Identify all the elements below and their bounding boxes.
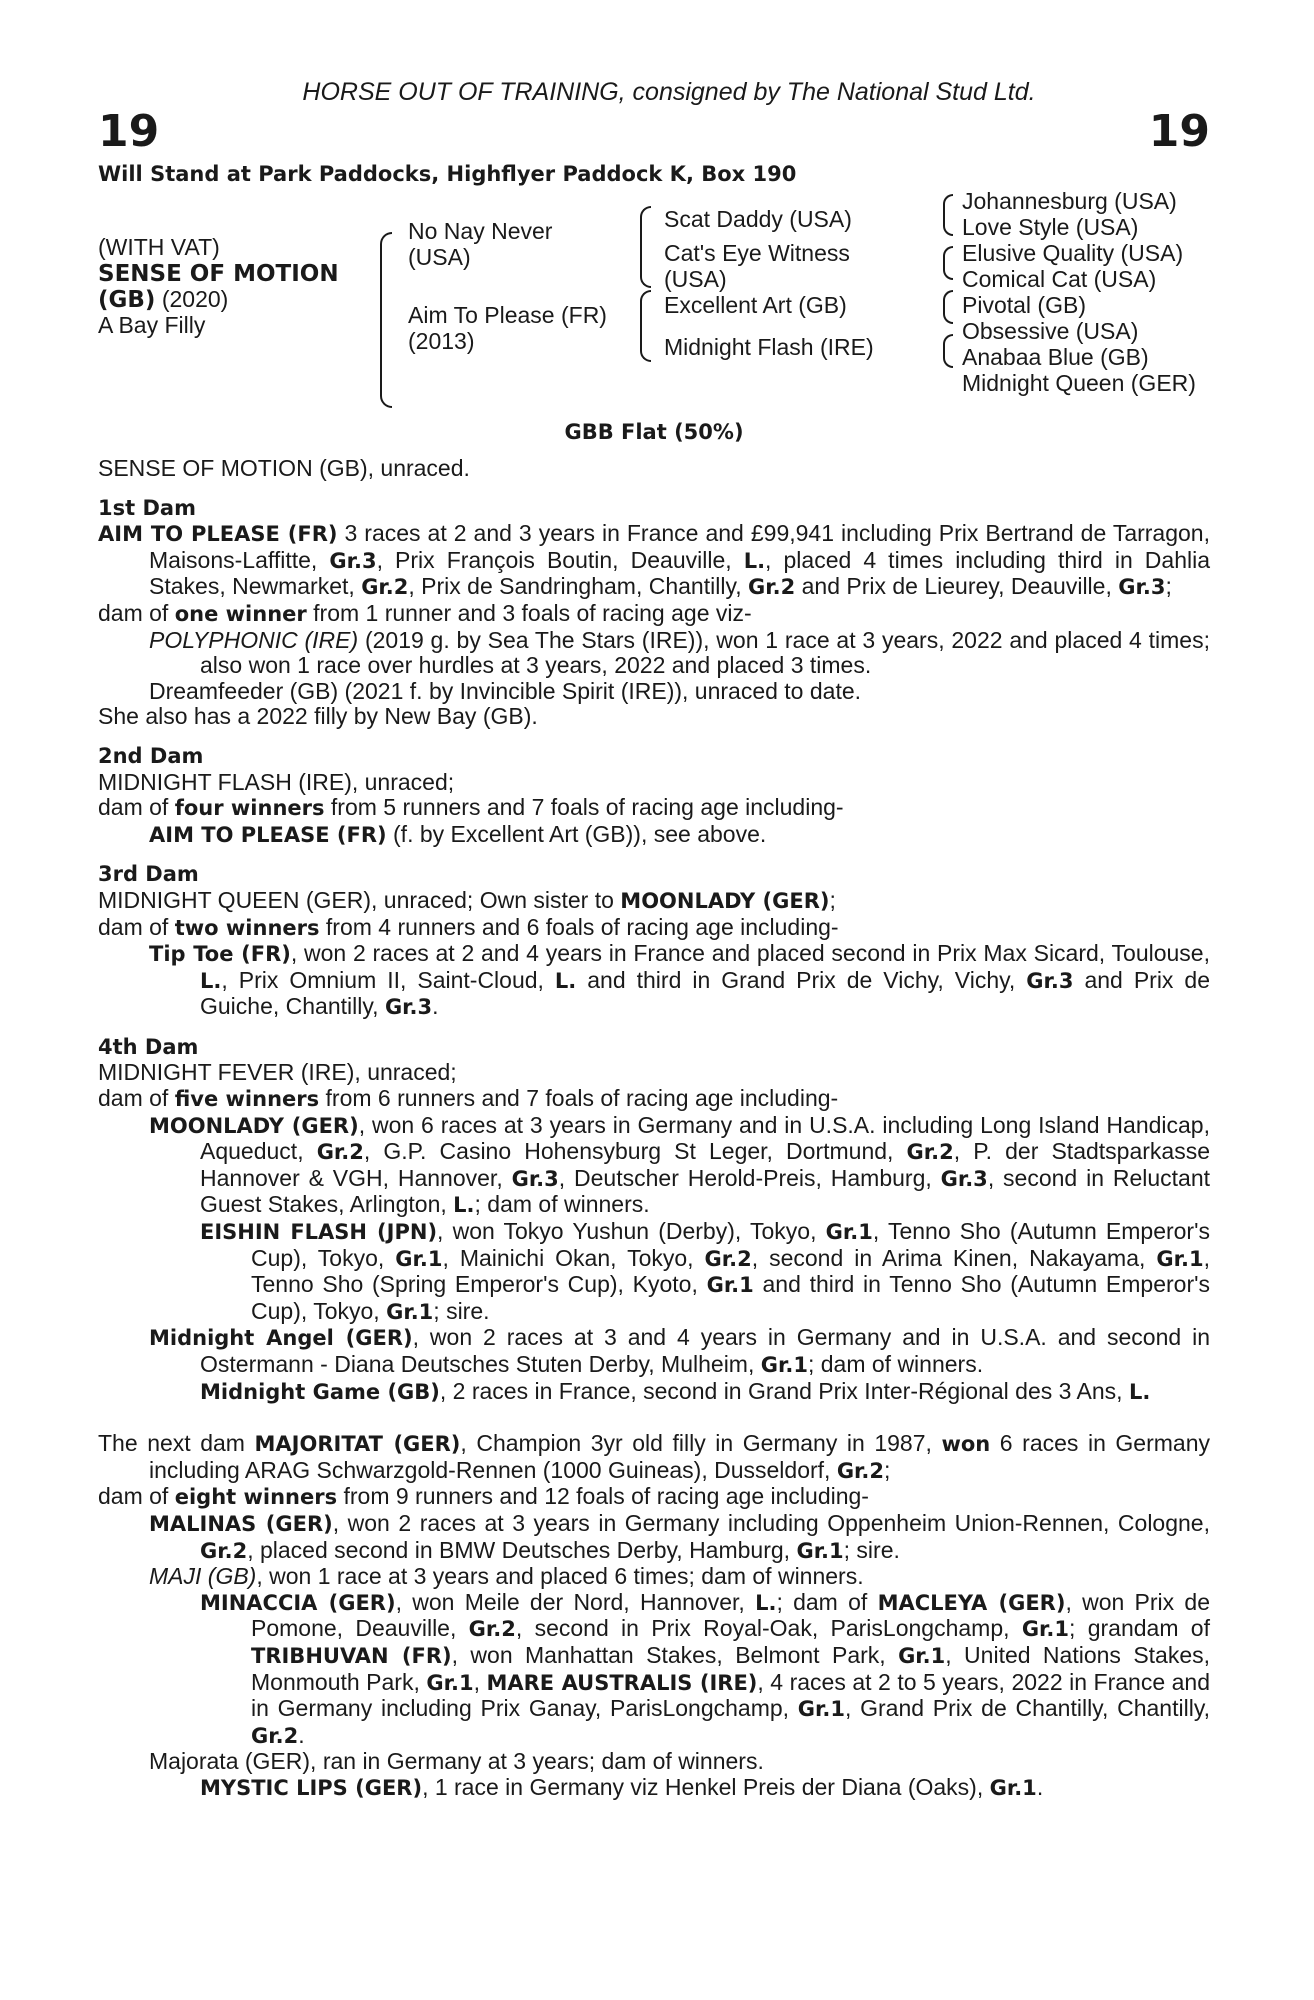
foal-name: Tip Toe (FR) [149,942,291,967]
grade: Gr.2 [200,1538,248,1563]
text: and Prix de Lieurey, Deauville, [795,573,1119,600]
brace-gs2 [943,246,953,280]
produce-malinas [98,1511,1210,1564]
text: from 4 runners and 6 foals of racing age including- [319,913,839,940]
horse-name: MACLEYA (GER) [877,1590,1066,1615]
winners-count: five winners [174,1087,320,1112]
foal-name: POLYPHONIC (IRE) [149,626,359,653]
text: , won 2 races at 3 and 4 years in Germany and in U.S.A. and second in Ostermann - Diana Deutsches Stuten Derby, Mulheim, [200,1324,1210,1377]
brace-horse [380,232,392,408]
consignment-line: HORSE OUT OF TRAINING, consigned by The National Stud Ltd. [302,78,1036,106]
vat-note: (WITH VAT) [98,234,220,260]
text: 6 races in Germany including ARAG Schwarzgold-Rennen (1000 Guineas), Dusseldorf, [149,1430,1210,1483]
third-dam-heading: 3rd Dam [98,862,199,887]
text: , won 1 race at 3 years and placed 6 times; dam of winners. [256,1563,864,1590]
produce-moonlady [98,1113,1210,1219]
horse-name [98,260,339,287]
grade: Gr.1 [989,1775,1037,1800]
third-dam-section [98,862,1210,1021]
foal-name: MOONLADY (GER) [149,1113,359,1138]
horse-year: (2020) [161,286,229,312]
text: , [473,1668,487,1695]
grade: Gr.1 [1156,1246,1204,1271]
text: , Prix François Boutin, Deauville, [376,546,744,573]
grade: L. [743,548,766,573]
grade: Gr.1 [386,1299,434,1324]
text: MIDNIGHT QUEEN (GER), unraced; Own sister to [98,886,621,913]
text: , second in Prix Royal-Oak, ParisLongchamp, [515,1615,1022,1642]
dam-name: Aim To Please (FR) [408,302,607,328]
fourth-dam-produce-summary [98,1086,1210,1113]
foal-name: Midnight Game (GB) [200,1379,440,1404]
grade: Gr.2 [836,1458,885,1483]
text: , second in Arima Kinen, Nakayama, [751,1244,1157,1271]
text: . [432,993,439,1020]
text: . [1036,1773,1044,1800]
text: , won Manhattan Stakes, Belmont Park, [451,1641,899,1668]
won-label: won [941,1432,991,1457]
grade: Gr.2 [468,1617,516,1642]
sire-dam-dam: Comical Cat (USA) [962,266,1157,292]
grade: Gr.1 [760,1353,808,1377]
winners-count: two winners [174,915,320,940]
grade: Gr.1 [395,1246,443,1271]
sire-origin: (USA) [408,244,471,270]
grade: Gr.3 [1026,968,1074,993]
text: , won 2 races at 3 years in Germany including Oppenheim Union-Rennen, Cologne, [332,1509,1210,1536]
brace-gs1 [943,194,953,236]
text: ; dam of [776,1588,878,1615]
first-dam-heading: 1st Dam [98,495,196,520]
horse-name: MARE AUSTRALIS (IRE) [486,1670,758,1695]
first-dam-name: AIM TO PLEASE (FR) [98,522,338,547]
text: , won Meile der Nord, Hannover, [395,1588,756,1615]
foal-name: MAJI (GB) [149,1563,257,1590]
text: dam of [98,1085,175,1112]
sire-sire: Scat Daddy (USA) [664,206,852,232]
grade: Gr.2 [316,1140,364,1165]
text: The next dam [98,1430,255,1457]
text: ; [1165,573,1172,600]
text: . [298,1721,305,1748]
text: and third in Grand Prix de Vichy, Vichy, [576,966,1027,993]
second-dam-section [98,744,1210,848]
text: , 2 races in France, second in Grand Prix Inter-Régional des 3 Ans, [439,1377,1129,1404]
text: from 1 runner and 3 foals of racing age viz- [306,599,752,626]
dam-dam-sire: Anabaa Blue (GB) [962,344,1149,370]
text: ; sire. [433,1297,490,1324]
rating-line: GBB Flat (50%) [564,420,744,444]
winners-count: one winner [174,601,307,626]
produce-minaccia [98,1590,1210,1750]
winners-count: eight winners [174,1485,338,1510]
catalogue-page [98,78,1210,1802]
text: , Tenno Sho (Spring Emperor's Cup), Kyoto, [251,1244,1210,1298]
foal-name: MINACCIA (GER) [200,1590,396,1615]
horse-name: TRIBHUVAN (FR) [251,1643,452,1668]
dam-dam: Midnight Flash (IRE) [664,334,874,360]
grade: Gr.1 [797,1697,845,1722]
text: , Deutscher Herold-Preis, Hamburg, [558,1164,941,1191]
grade: Gr.3 [940,1166,988,1191]
fourth-dam-section [98,1035,1210,1405]
produce-eishin-flash [98,1219,1210,1325]
dam-sire: Excellent Art (GB) [664,292,847,318]
text: ; grandam of [1069,1615,1210,1642]
brace-dam [640,290,651,362]
sire-dam-line1: Cat's Eye Witness [664,240,850,266]
text: from 5 runners and 7 foals of racing age including- [324,794,844,821]
text: , won Tokyo Yushun (Derby), Tokyo, [437,1218,826,1245]
next-dam-produce-summary [98,1484,1210,1511]
dam-dam-dam: Midnight Queen (GER) [962,370,1196,396]
dam-year: (2013) [408,328,475,354]
horse-name: MAJORITAT (GER) [254,1432,461,1457]
pedigree-table [98,188,1210,416]
text: , Mainichi Okan, Tokyo, [442,1244,705,1271]
text: , won 6 races at 3 years in Germany and in U.S.A. including Long Island Handicap, Aqueduct, [200,1111,1210,1165]
horse-description: A Bay Filly [98,312,206,338]
brace-sire [640,206,651,288]
text: , Prix de Sandringham, Chantilly, [408,573,749,600]
foal-name: Midnight Angel (GER) [149,1326,413,1351]
text: dam of [98,599,175,626]
produce-mystic-lips [98,1775,1210,1802]
grade: Gr.2 [906,1140,954,1165]
grade: Gr.1 [898,1643,946,1668]
text: 3 races at 2 and 3 years in France and £99,941 including Prix Bertrand de Tarragon, Maisons-Laffitte, [149,520,1210,573]
first-dam-also: She also has a 2022 filly by New Bay (GB). [98,703,538,730]
grade: Gr.2 [361,575,409,600]
text: and third in Tenno Sho (Autumn Emperor's Cup), Tokyo, [251,1271,1211,1324]
third-dam-produce-summary [98,915,1210,942]
text: and Prix de Guiche, Chantilly, [200,966,1210,1020]
produce-aim-to-please [98,822,1210,849]
grade: L. [200,968,222,993]
text: , Tenno Sho (Autumn Emperor's Cup), Tokyo, [251,1218,1210,1271]
first-dam-produce-summary [98,601,1210,628]
text: , second in Reluctant Guest Stakes, Arlington, [200,1164,1210,1218]
first-dam-record [98,521,1210,601]
grade: Gr.1 [825,1220,873,1245]
text: , G.P. Casino Hohensyburg St Leger, Dortmund, [363,1138,907,1165]
grade: L. [453,1193,475,1218]
grade: L. [1128,1379,1151,1404]
produce-polyphonic [98,628,1210,679]
sire-sire-sire: Johannesburg (USA) [962,188,1177,214]
grade: Gr.1 [426,1670,474,1695]
produce-midnight-angel [98,1325,1210,1378]
horse-origin: (GB) [98,287,156,313]
text: , Prix Omnium II, Saint-Cloud, [221,966,555,993]
text: , Grand Prix de Chantilly, Chantilly, [845,1695,1211,1722]
produce-midnight-game [98,1379,1210,1406]
grade: Gr.2 [251,1723,299,1748]
foal-name: MYSTIC LIPS (GER) [200,1775,423,1800]
text: , 1 race in Germany viz Henkel Preis der Diana (Oaks), [422,1773,990,1800]
grade: Gr.3 [329,548,377,573]
horse-name: MOONLADY (GER) [620,888,830,913]
text: from 9 runners and 12 foals of racing age including- [337,1483,869,1510]
text: , United Nations Stakes, Monmouth Park, [251,1641,1211,1695]
fourth-dam-line: MIDNIGHT FEVER (IRE), unraced; [98,1059,457,1086]
grade: L. [755,1590,777,1615]
text: dam of [98,913,175,940]
next-dam-record [98,1431,1210,1484]
horse-name-text: SENSE OF MOTION [98,261,339,287]
intro-line: SENSE OF MOTION (GB), unraced. [98,455,470,481]
third-dam-line [98,888,1210,915]
text: , placed 4 times including third in Dahlia Stakes, Newmarket, [149,546,1210,600]
text: , placed second in BMW Deutsches Derby, Hamburg, [247,1536,797,1563]
sire-name: No Nay Never [408,218,553,244]
first-dam-section [98,496,1210,730]
foal-name: EISHIN FLASH (JPN) [200,1220,438,1245]
text: from 6 runners and 7 foals of racing age including- [319,1085,839,1112]
grade: L. [554,968,577,993]
foal-name: MALINAS (GER) [149,1511,333,1536]
text: ; [884,1456,891,1483]
produce-tip-toe [98,941,1210,1021]
fourth-dam-heading: 4th Dam [98,1034,199,1059]
foal-name: AIM TO PLEASE (FR) [149,822,387,847]
text: ; dam of winners. [807,1351,984,1377]
sire-dam-line2: (USA) [664,266,727,292]
grade: Gr.2 [748,575,796,600]
brace-gs4 [943,334,953,368]
grade: Gr.3 [511,1166,559,1191]
winners-count: four winners [174,796,325,821]
horse-origin-year [98,286,228,313]
text: ; sire. [843,1536,900,1563]
lot-number-right: 19 [1148,106,1210,157]
text: , P. der Stadtsparkasse Hannover & VGH, Hannover, [200,1138,1211,1191]
text: ; dam of winners. [474,1191,650,1218]
second-dam-line: MIDNIGHT FLASH (IRE), unraced; [98,768,455,795]
produce-maji [98,1564,1210,1590]
dam-sire-sire: Pivotal (GB) [962,292,1086,318]
grade: Gr.3 [384,995,433,1020]
produce-majorata: Majorata (GER), ran in Germany at 3 years; dam of winners. [149,1748,764,1775]
text: (f. by Excellent Art (GB)), see above. [386,820,767,847]
sire-sire-dam: Love Style (USA) [962,214,1139,240]
text: , Champion 3yr old filly in Germany in 1987, [460,1430,942,1457]
dam-sire-dam: Obsessive (USA) [962,318,1139,344]
text: dam of [98,1483,175,1510]
lot-number-left: 19 [98,106,160,157]
grade: Gr.1 [1021,1617,1070,1642]
lot-number-row [98,106,1210,158]
text: , won 2 races at 2 and 4 years in France and placed second in Prix Max Sicard, Toulouse, [290,940,1210,967]
second-dam-heading: 2nd Dam [98,743,204,768]
next-dam-section [98,1431,1210,1801]
text: ; [829,886,836,913]
sire-dam-sire: Elusive Quality (USA) [962,240,1184,266]
grade: Gr.2 [704,1246,752,1271]
text: (2019 g. by Sea The Stars (IRE)), won 1 race at 3 years, 2022 and placed 4 times; also won 1 race over hurdles at 3 years, 2022 and placed 3 times. [200,626,1210,679]
produce-dreamfeeder: Dreamfeeder (GB) (2021 f. by Invincible Spirit (IRE)), unraced to date. [149,677,862,704]
grade: Gr.1 [706,1273,754,1298]
text: , 4 races at 2 to 5 years, 2022 in France and in Germany including Prix Ganay, ParisLongchamp, [251,1668,1210,1722]
second-dam-produce-summary [98,795,1210,822]
text: dam of [98,794,175,821]
text: , won Prix de Pomone, Deauville, [251,1588,1211,1642]
grade: Gr.1 [796,1538,844,1563]
stand-location: Will Stand at Park Paddocks, Highflyer Paddock K, Box 190 [98,162,797,186]
grade: Gr.3 [1118,575,1166,600]
brace-gs3 [943,290,953,324]
